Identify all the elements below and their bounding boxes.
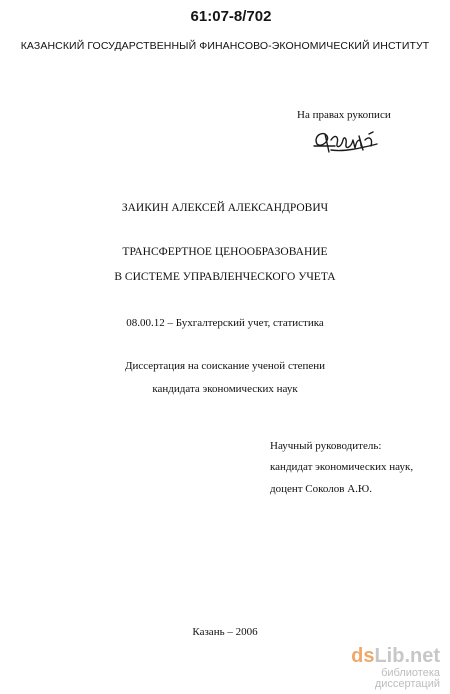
signature-icon (311, 126, 381, 158)
city-year: Казань – 2006 (192, 626, 258, 638)
degree-line-2: кандидата экономических наук (152, 383, 298, 395)
watermark-logo (320, 646, 440, 666)
author-name: ЗАИКИН АЛЕКСЕЙ АЛЕКСАНДРОВИЧ (121, 202, 329, 214)
degree-line-1: Диссертация на соискание ученой степени (124, 360, 326, 372)
dslib-watermark (320, 646, 440, 690)
watermark-logo-prefix: ds (351, 645, 375, 667)
rights-note: На правах рукописи (297, 109, 391, 121)
dissertation-title-line-2: В СИСТЕМЕ УПРАВЛЕНЧЕСКОГО УЧЕТА (114, 271, 336, 283)
watermark-subtitle: библиотека диссертаций (374, 667, 440, 690)
supervisor-heading: Научный руководитель: (270, 440, 382, 452)
watermark-logo-rest: Lib.net (374, 645, 440, 667)
speciality-code: 08.00.12 – Бухгалтерский учет, статистика (126, 317, 324, 329)
supervisor-name: доцент Соколов А.Ю. (270, 483, 372, 495)
supervisor-degree: кандидат экономических наук, (270, 461, 414, 473)
catalog-stamp: 61:07-8/702 (190, 8, 272, 25)
dissertation-title-line-1: ТРАНСФЕРТНОЕ ЦЕНООБРАЗОВАНИЕ (122, 246, 328, 258)
institute-name: КАЗАНСКИЙ ГОСУДАРСТВЕННЫЙ ФИНАНСОВО-ЭКОНОМИЧЕСКИЙ ИНСТИТУТ (20, 40, 430, 52)
